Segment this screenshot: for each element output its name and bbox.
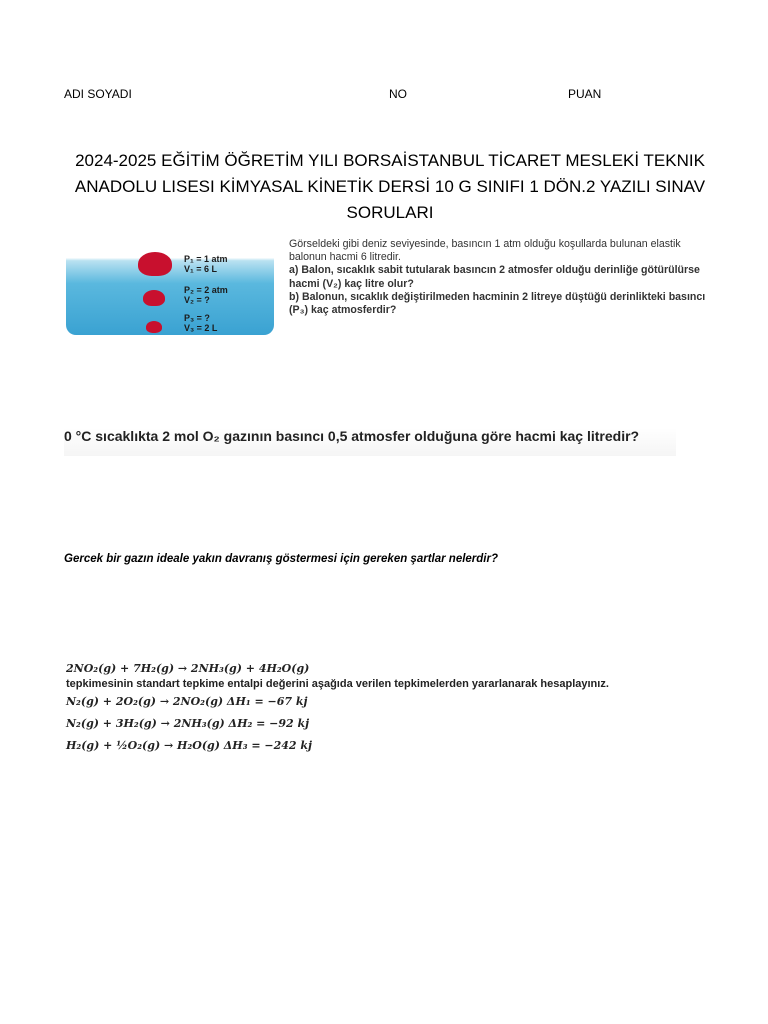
exam-title: 2024-2025 EĞİTİM ÖĞRETİM YILI BORSAİSTANBUL TİCARET MESLEKİ TEKNIK ANADOLU LISESI KİMYASAL KİNETİK DERSİ 10 G SINIFI 1 DÖN.2 YAZILI SINAV SORULARI	[74, 151, 706, 222]
question-4	[66, 660, 676, 755]
question-3: Gercek bir gazın ideale yakın davranış göstermesi için gereken şartlar nelerdir?	[64, 553, 498, 565]
question-4-reaction: 2NO₂(g) + 7H₂(g) → 2NH₃(g) + 4H₂O(g)	[66, 662, 310, 675]
balloon-deep	[146, 321, 162, 333]
question-1-part-b: b) Balonun, sıcaklık değiştirilmeden hacminin 2 litreye düştüğü derinlikteki basıncı (P₃) kaç atmosferdir?	[289, 290, 706, 317]
label-v1: V₁ = 6 L	[184, 264, 217, 274]
step-reaction-2: N₂(g) + 3H₂(g) → 2NH₃(g) ΔH₂ = −92 kj	[66, 717, 310, 730]
balloon-middle	[143, 290, 165, 306]
balloon-depth-figure	[66, 236, 274, 335]
step-reaction-1: N₂(g) + 2O₂(g) → 2NO₂(g) ΔH₁ = −67 kj	[66, 695, 308, 708]
step-reaction-3: H₂(g) + ½O₂(g) → H₂O(g) ΔH₃ = −242 kj	[66, 739, 312, 752]
question-1	[289, 238, 709, 317]
label-v3: V₃ = 2 L	[184, 323, 218, 333]
question-2: 0 °C sıcaklıkta 2 mol O₂ gazının basıncı 0,5 atmosfer olduğuna göre hacmi kaç litredir?	[64, 428, 676, 456]
question-1-part-a: a) Balon, sıcaklık sabit tutularak basıncın 2 atmosfer olduğu derinliğe götürülürse hacmi (V₂) kaç litre olur?	[289, 264, 700, 290]
name-label: ADI SOYADI	[64, 87, 132, 101]
question-4-instruction: tepkimesinin standart tepkime entalpi değerini aşağıda verilen tepkimelerden yararlanarak hesaplayınız.	[66, 678, 609, 690]
number-label: NO	[389, 87, 407, 101]
question-1-intro: Görseldeki gibi deniz seviyesinde, basıncın 1 atm olduğu koşullarda bulunan elastik balonun hacmi 6 litredir.	[289, 238, 681, 264]
label-v2: V₂ = ?	[184, 295, 210, 305]
label-p2: P₂ = 2 atm	[184, 285, 228, 295]
score-label: PUAN	[568, 87, 602, 101]
label-p1: P₁ = 1 atm	[184, 254, 228, 264]
label-p3: P₃ = ?	[184, 313, 210, 323]
balloon-surface	[138, 252, 172, 276]
